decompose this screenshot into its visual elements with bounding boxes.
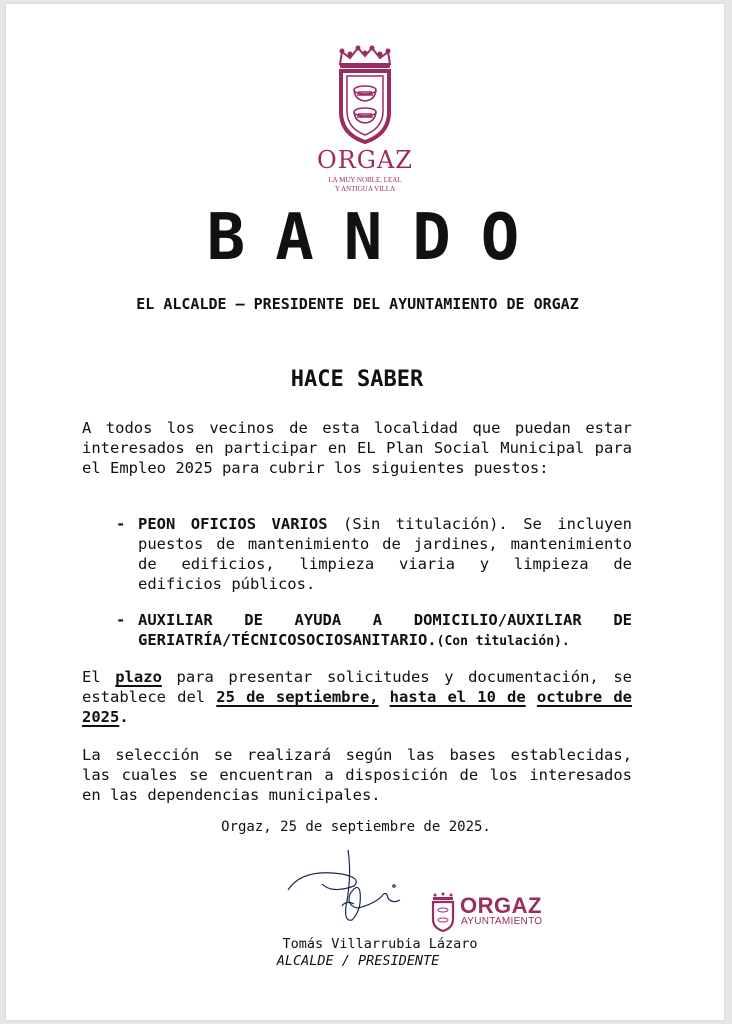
plazo-text: El — [82, 668, 101, 686]
list-bullet: - — [116, 515, 126, 533]
signature-icon — [282, 846, 422, 930]
motto-line: LA MUY NOBLE, LEAL — [328, 176, 402, 184]
logo-name: ORGAZ — [317, 146, 413, 174]
fecha-fin-part: hasta el 10 de — [389, 688, 526, 706]
intro-paragraph: A todos los vecinos de esta localidad que puedan estar interesados en participar en EL Plan Social Municipal para el Empleo 2025 para cubrir los siguientes puestos: — [82, 419, 632, 477]
document-title: BANDO — [206, 201, 550, 275]
coat-of-arms-icon — [334, 44, 396, 144]
issuer-heading: EL ALCALDE – PRESIDENTE DEL AYUNTAMIENTO DE ORGAZ — [136, 295, 579, 313]
list-item — [116, 610, 632, 652]
motto-line: Y ANTIGUA VILLA — [334, 185, 396, 193]
seleccion-paragraph: La selección se realizará según las bases establecidas, las cuales se encuentran a disposición de los interesados en las dependencias municipales. — [82, 746, 632, 804]
plazo-word: plazo — [115, 668, 162, 686]
plazo-paragraph — [82, 667, 632, 727]
ayuntamiento-logo — [430, 892, 552, 936]
logo-name: ORGAZ — [460, 893, 542, 918]
logo-motto — [300, 176, 430, 194]
document-date: Orgaz, 25 de septiembre de 2025. — [221, 819, 491, 835]
list-bullet: - — [116, 611, 126, 629]
puesto-note: (Sin titulación). — [343, 515, 508, 533]
list-item — [116, 514, 632, 594]
hace-saber-heading: HACE SABER — [290, 367, 424, 392]
plazo-text: para presentar solicitudes y documentación, se establece del — [82, 668, 632, 706]
puesto-note: (Con titulación). — [436, 634, 570, 649]
plazo-end: . — [119, 708, 129, 726]
fecha-inicio: 25 de septiembre, — [216, 688, 379, 706]
shield-icon — [430, 892, 456, 932]
logo-subtitle: AYUNTAMIENTO — [461, 916, 543, 927]
puesto-title: AUXILIAR DE AYUDA A DOMICILIO/AUXILIAR DE GERIATRÍA/TÉCNICOSOCIOSANITARIO. — [138, 611, 632, 649]
puesto-title: PEON OFICIOS VARIOS — [138, 515, 328, 533]
fecha-fin: octubre de 2025 — [82, 688, 632, 726]
puesto-detail: Se incluyen puestos de mantenimiento de jardines, mantenimiento de edificios, limpieza viaria y limpieza de edificios públicos. — [138, 515, 632, 593]
signer-title: ALCALDE / PRESIDENTE — [276, 953, 440, 969]
signer-name: Tomás Villarrubia Lázaro — [282, 936, 478, 952]
